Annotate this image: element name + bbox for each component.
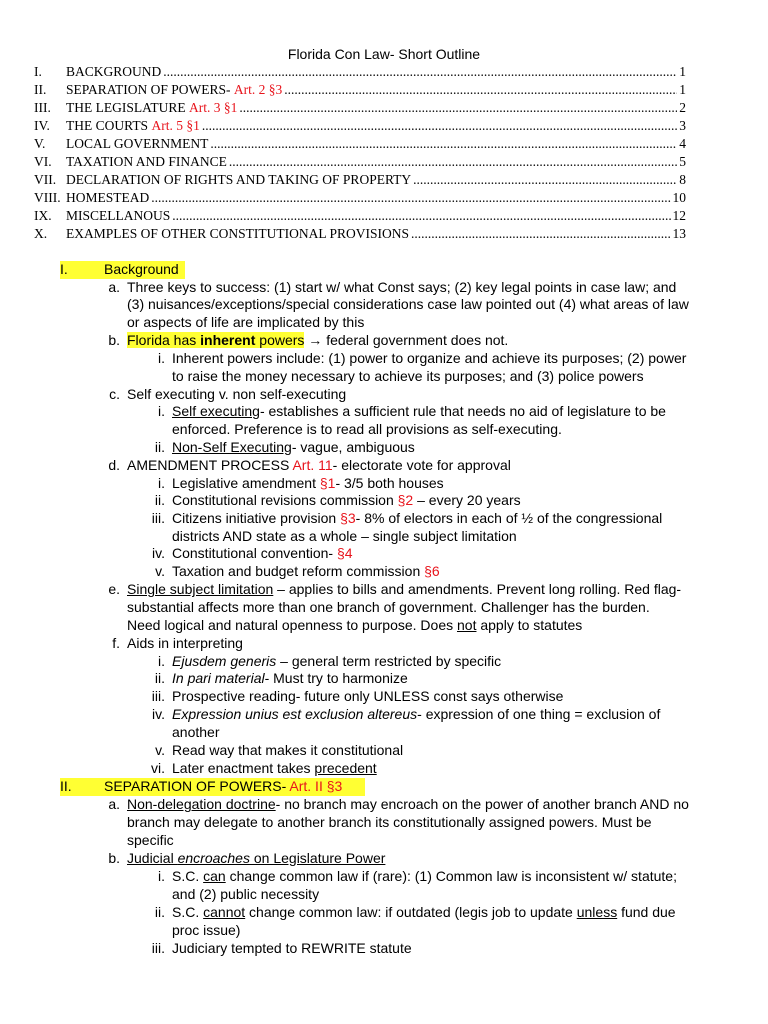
- toc-row: VII. DECLARATION OF RIGHTS AND TAKING OF PROPERTY ..... 8: [34, 172, 686, 190]
- toc-row: VI. TAXATION AND FINANCE ..... 5: [34, 154, 686, 172]
- toc-row: X. EXAMPLES OF OTHER CONSTITUTIONAL PROVISIONS ..... 13: [34, 226, 686, 244]
- toc-row: I. BACKGROUND ..... 1: [34, 64, 686, 82]
- document-page: Florida Con Law- Short Outline I. BACKGROUND ..... 1 II. SEPARATION OF POWERS- Art. 2 §3 ..... 1 III. THE LEGISLATURE Art. 3 §1 ..... 2 IV. THE COURTS Art. 5 §1 ..... 3 V. LOCAL GOVERNMENT ..... 4 VI. TAXATION AND FINANCE ..... 5 VII. DECLARATION OF RIGHTS AND TAKING OF PROPERTY ..... 8 VIII. HOMESTEAD ..... 10 IX. MISCELLANOUS ..... 12 X. EXAMPLES OF OTHER CONSTITUTIONAL PROVISIONS ..... 13 I. Background a. Three keys to success: (1) start w/ what Const says; (2) key legal points in case law; and (3) nuisances/exceptions/special considerations case law pointed out (4) what areas of law or aspects of life are implicated by this b. Florida has inherent powers → federal government does not. i. Inherent powers include: (1) power to organize and achieve its purposes; (2) power to raise the money necessary to achieve its purposes; and (3) police powers c. Self executing v. non self-executing i. Self executing- establishes a sufficient rule that needs no aid of legislature to be enforced. Preference is to read all provisions as self-executing. ii. Non-Self Executing- vague, ambiguous d. AMENDMENT PROCESS Art. 11- electorate vote for approval i. Legislative amendment §1- 3/5 both houses ii. Constitutional revisions commission §2 – every 20 years iii. Citizens initiative provision §3- 8% of electors in each of ½ of the congressional districts AND state as a whole – single subject limitation iv. Constitutional convention- §4 v. Taxation and budget reform commission §6 e. Single subject limitation – applies to bills and amendments. Prevent long rolling. Red flag- substantial affects more than one branch of government. Challenger has the burden. Need logical and natural openness to purpose. Does not apply to statutes f. Aids in interpreting i. Ejusdem generis – general term restricted by specific ii. In pari material- Must try to harmonize iii. Prospective reading- future only UNLESS const says otherwise iv. Expression unius est exclusion altereus- expression of one thing = exclusion of another v. Read way that makes it constitutional vi. Later enactment takes precedent II. SEPARATION OF POWERS- Art. II §3 a. Non-delegation doctrine- no branch may encroach on the power of another branch AND no branch may delegate to another branch its constitutionally assigned powers. Must be specific b. Judicial encroaches on Legislature Power i. S.C. can change common law if (rare): (1) Common law is inconsistent w/ statute; and (2) public necessity ii. S.C. cannot change common law: if outdated (legis job to update unless fund due proc issue) iii. Judiciary tempted to REWRITE statute: [0, 0, 768, 1024]
- toc-row: IV. THE COURTS Art. 5 §1 ..... 3: [34, 118, 686, 136]
- toc-row: VIII. HOMESTEAD ..... 10: [34, 190, 686, 208]
- section-heading: I. Background: [60, 261, 185, 279]
- toc-row: IX. MISCELLANOUS ..... 12: [34, 208, 686, 226]
- toc-row: III. THE LEGISLATURE Art. 3 §1 ..... 2: [34, 100, 686, 118]
- section-heading: II. SEPARATION OF POWERS- Art. II §3: [60, 778, 365, 796]
- outline-item: Florida has inherent powers → federal government does not.: [127, 332, 509, 348]
- toc-row: V. LOCAL GOVERNMENT ..... 4: [34, 136, 686, 154]
- toc-row: II. SEPARATION OF POWERS- Art. 2 §3 ..... 1: [34, 82, 686, 100]
- document-title: Florida Con Law- Short Outline: [287, 46, 481, 62]
